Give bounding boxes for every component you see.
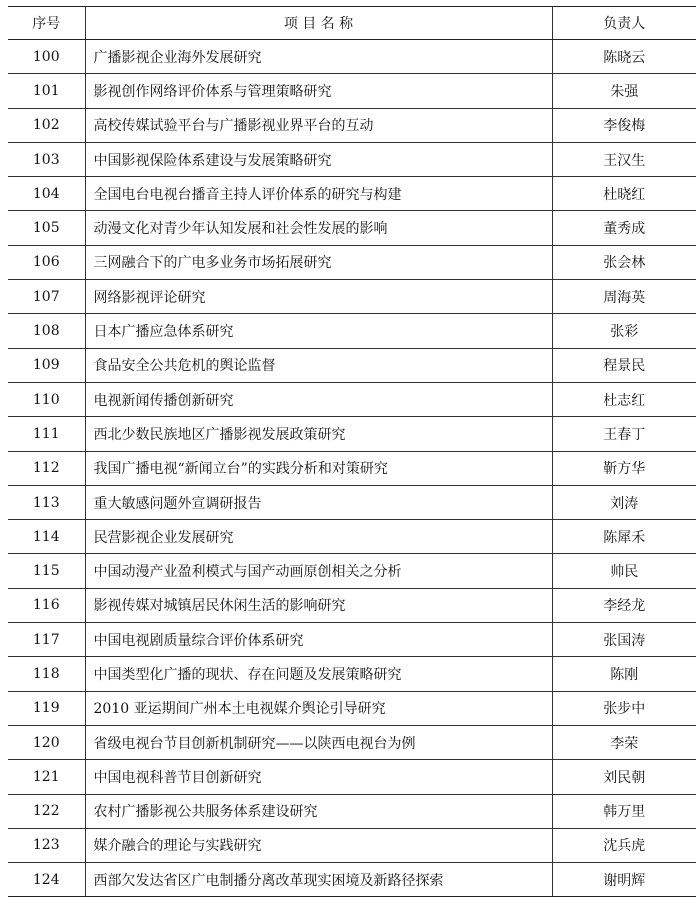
table-row: [8, 177, 696, 211]
cell-owner: 刘涛: [552, 485, 696, 519]
cell-no: 103: [8, 142, 85, 176]
cell-no: 114: [8, 520, 85, 554]
cell-project-name: 食品安全公共危机的舆论监督: [85, 348, 552, 382]
table-row: [8, 382, 696, 416]
table-row: [8, 314, 696, 348]
table-row: [8, 142, 696, 176]
cell-project-name: 媒介融合的理论与实践研究: [85, 828, 552, 862]
cell-project-name: 电视新闻传播创新研究: [85, 382, 552, 416]
table-row: [8, 451, 696, 485]
cell-no: 104: [8, 177, 85, 211]
cell-project-name: 日本广播应急体系研究: [85, 314, 552, 348]
cell-no: 100: [8, 40, 85, 74]
table-row: [8, 485, 696, 519]
cell-owner: 张会林: [552, 245, 696, 279]
table-row: [8, 348, 696, 382]
cell-no: 117: [8, 623, 85, 657]
cell-owner: 董秀成: [552, 211, 696, 245]
cell-project-name: 2010 亚运期间广州本土电视媒介舆论引导研究: [85, 691, 552, 725]
cell-owner: 李经龙: [552, 588, 696, 622]
table-row: [8, 794, 696, 828]
cell-project-name: 中国电视剧质量综合评价体系研究: [85, 623, 552, 657]
cell-owner: 朱强: [552, 74, 696, 108]
cell-project-name: 民营影视企业发展研究: [85, 520, 552, 554]
cell-owner: 杜晓红: [552, 177, 696, 211]
header-row: [8, 7, 696, 40]
cell-owner: 张彩: [552, 314, 696, 348]
cell-no: 109: [8, 348, 85, 382]
cell-project-name: 中国动漫产业盈利模式与国产动画原创相关之分析: [85, 554, 552, 588]
cell-project-name: 农村广播影视公共服务体系建设研究: [85, 794, 552, 828]
cell-no: 113: [8, 485, 85, 519]
table-row: [8, 74, 696, 108]
header-no: 序号: [8, 7, 85, 40]
cell-no: 106: [8, 245, 85, 279]
table-row: [8, 760, 696, 794]
header-project-name: 项 目 名 称: [85, 7, 552, 40]
cell-no: 124: [8, 863, 85, 897]
cell-no: 105: [8, 211, 85, 245]
cell-project-name: 重大敏感问题外宣调研报告: [85, 485, 552, 519]
table-row: [8, 863, 696, 897]
cell-project-name: 我国广播电视“新闻立台”的实践分析和对策研究: [85, 451, 552, 485]
cell-project-name: 高校传媒试验平台与广播影视业界平台的互动: [85, 108, 552, 142]
cell-no: 123: [8, 828, 85, 862]
table-row: [8, 588, 696, 622]
cell-project-name: 中国影视保险体系建设与发展策略研究: [85, 142, 552, 176]
cell-no: 101: [8, 74, 85, 108]
cell-owner: 帅民: [552, 554, 696, 588]
cell-project-name: 西部欠发达省区广电制播分离改革现实困境及新路径探索: [85, 863, 552, 897]
cell-project-name: 中国类型化广播的现状、存在问题及发展策略研究: [85, 657, 552, 691]
cell-no: 121: [8, 760, 85, 794]
cell-no: 120: [8, 725, 85, 759]
cell-project-name: 影视创作网络评价体系与管理策略研究: [85, 74, 552, 108]
cell-no: 110: [8, 382, 85, 416]
cell-owner: 靳方华: [552, 451, 696, 485]
cell-owner: 王春丁: [552, 417, 696, 451]
table-row: [8, 828, 696, 862]
cell-owner: 杜志红: [552, 382, 696, 416]
table-row: [8, 245, 696, 279]
cell-owner: 陈犀禾: [552, 520, 696, 554]
cell-project-name: 广播影视企业海外发展研究: [85, 40, 552, 74]
cell-owner: 程景民: [552, 348, 696, 382]
cell-owner: 李俊梅: [552, 108, 696, 142]
cell-owner: 韩万里: [552, 794, 696, 828]
table-row: [8, 623, 696, 657]
cell-owner: 陈刚: [552, 657, 696, 691]
header-owner: 负责人: [552, 7, 696, 40]
table-row: [8, 211, 696, 245]
cell-no: 115: [8, 554, 85, 588]
table-row: [8, 520, 696, 554]
cell-owner: 周海英: [552, 280, 696, 314]
table-row: [8, 108, 696, 142]
cell-no: 107: [8, 280, 85, 314]
cell-owner: 张步中: [552, 691, 696, 725]
cell-no: 116: [8, 588, 85, 622]
cell-owner: 刘民朝: [552, 760, 696, 794]
table-row: [8, 554, 696, 588]
cell-owner: 沈兵虎: [552, 828, 696, 862]
cell-project-name: 影视传媒对城镇居民休闲生活的影响研究: [85, 588, 552, 622]
cell-owner: 陈晓云: [552, 40, 696, 74]
table-row: [8, 725, 696, 759]
cell-owner: 王汉生: [552, 142, 696, 176]
cell-project-name: 动漫文化对青少年认知发展和社会性发展的影响: [85, 211, 552, 245]
cell-project-name: 中国电视科普节目创新研究: [85, 760, 552, 794]
cell-no: 111: [8, 417, 85, 451]
table-row: [8, 40, 696, 74]
cell-no: 119: [8, 691, 85, 725]
cell-owner: 谢明辉: [552, 863, 696, 897]
project-table: [8, 6, 696, 897]
cell-project-name: 省级电视台节目创新机制研究——以陕西电视台为例: [85, 725, 552, 759]
table-row: [8, 280, 696, 314]
cell-no: 112: [8, 451, 85, 485]
table-body: [8, 40, 696, 897]
cell-project-name: 全国电台电视台播音主持人评价体系的研究与构建: [85, 177, 552, 211]
cell-owner: 张国涛: [552, 623, 696, 657]
cell-project-name: 三网融合下的广电多业务市场拓展研究: [85, 245, 552, 279]
table-row: [8, 657, 696, 691]
table-row: [8, 417, 696, 451]
cell-no: 102: [8, 108, 85, 142]
cell-no: 118: [8, 657, 85, 691]
table-row: [8, 691, 696, 725]
cell-no: 108: [8, 314, 85, 348]
cell-no: 122: [8, 794, 85, 828]
cell-project-name: 网络影视评论研究: [85, 280, 552, 314]
cell-project-name: 西北少数民族地区广播影视发展政策研究: [85, 417, 552, 451]
cell-owner: 李荣: [552, 725, 696, 759]
